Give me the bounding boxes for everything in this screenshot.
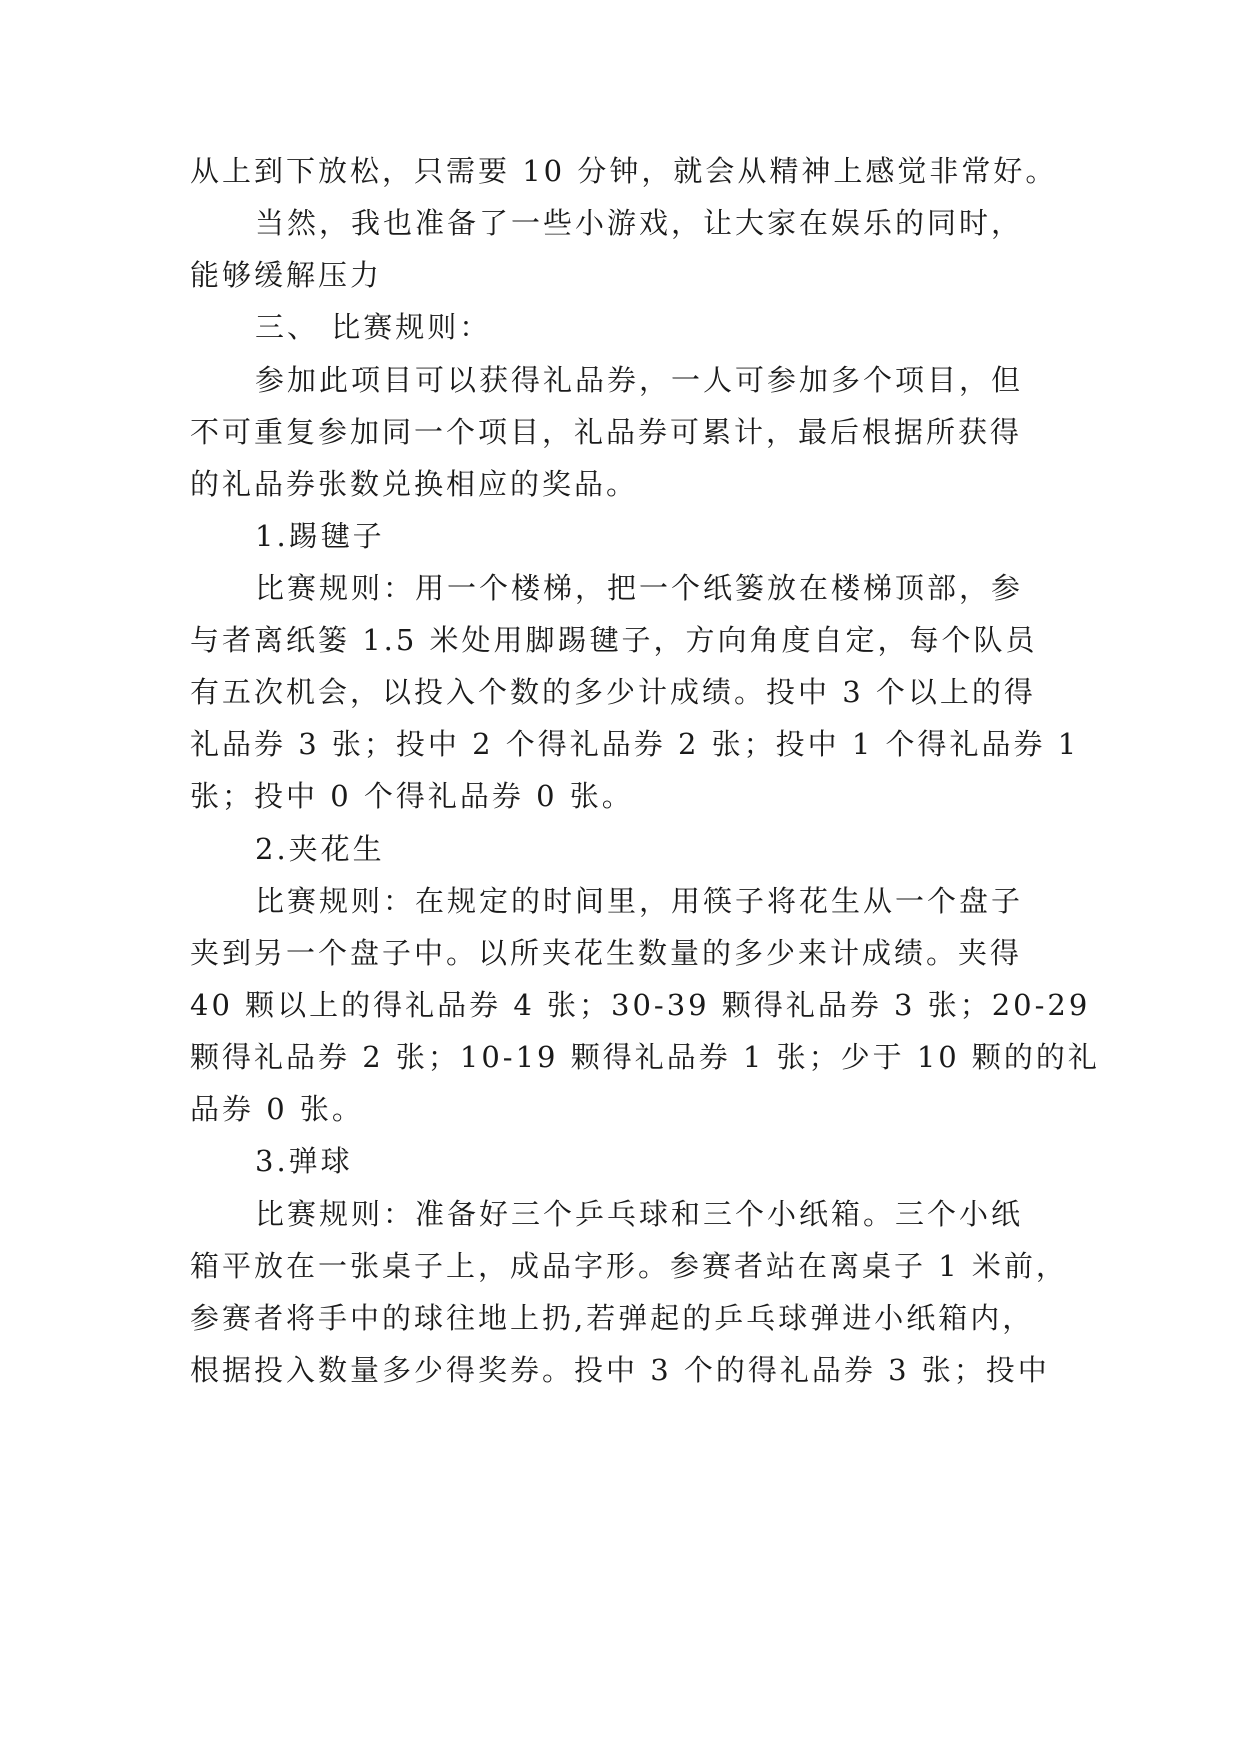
text-line: 夹到另一个盘子中。以所夹花生数量的多少来计成绩。夹得: [190, 936, 1023, 970]
text-line: 张；投中 0 个得礼品券 0 张。: [190, 779, 634, 813]
text-line: 颗得礼品券 2 张；10-19 颗得礼品券 1 张；少于 10 颗的的礼: [190, 1040, 1100, 1074]
text-line: 不可重复参加同一个项目，礼品券可累计，最后根据所获得: [190, 415, 1023, 449]
text-line: 比赛规则：用一个楼梯，把一个纸篓放在楼梯顶部，参: [255, 571, 1024, 605]
text-line: 品券 0 张。: [190, 1092, 364, 1126]
item-heading: 2.夹花生: [255, 832, 385, 866]
text-line: 的礼品券张数兑换相应的奖品。: [190, 467, 639, 501]
text-line: 40 颗以上的得礼品券 4 张；30-39 颗得礼品券 3 张；20-29: [190, 988, 1091, 1022]
text-line: 当然，我也准备了一些小游戏，让大家在娱乐的同时，: [255, 206, 1024, 240]
item-heading: 1.踢毽子: [255, 519, 385, 553]
text-line: 能够缓解压力: [190, 258, 383, 292]
text-line: 根据投入数量多少得奖券。投中 3 个的得礼品券 3 张；投中: [190, 1353, 1050, 1387]
text-line: 与者离纸篓 1.5 米处用脚踢毽子，方向角度自定，每个队员: [190, 623, 1038, 657]
text-line: 有五次机会，以投入个数的多少计成绩。投中 3 个以上的得: [190, 675, 1036, 709]
section-heading: 三、 比赛规则：: [255, 310, 492, 344]
text-line: 箱平放在一张桌子上，成品字形。参赛者站在离桌子 1 米前，: [190, 1249, 1068, 1283]
text-line: 参加此项目可以获得礼品券，一人可参加多个项目，但: [255, 363, 1024, 397]
text-line: 比赛规则：准备好三个乒乓球和三个小纸箱。三个小纸: [255, 1197, 1024, 1231]
text-line: 比赛规则：在规定的时间里，用筷子将花生从一个盘子: [255, 884, 1024, 918]
text-line: 从上到下放松，只需要 10 分钟，就会从精神上感觉非常好。: [190, 154, 1058, 188]
text-line: 参赛者将手中的球往地上扔,若弹起的乒乓球弹进小纸箱内，: [190, 1301, 1035, 1335]
item-heading: 3.弹球: [255, 1144, 353, 1178]
text-line: 礼品券 3 张；投中 2 个得礼品券 2 张；投中 1 个得礼品券 1: [190, 727, 1080, 761]
